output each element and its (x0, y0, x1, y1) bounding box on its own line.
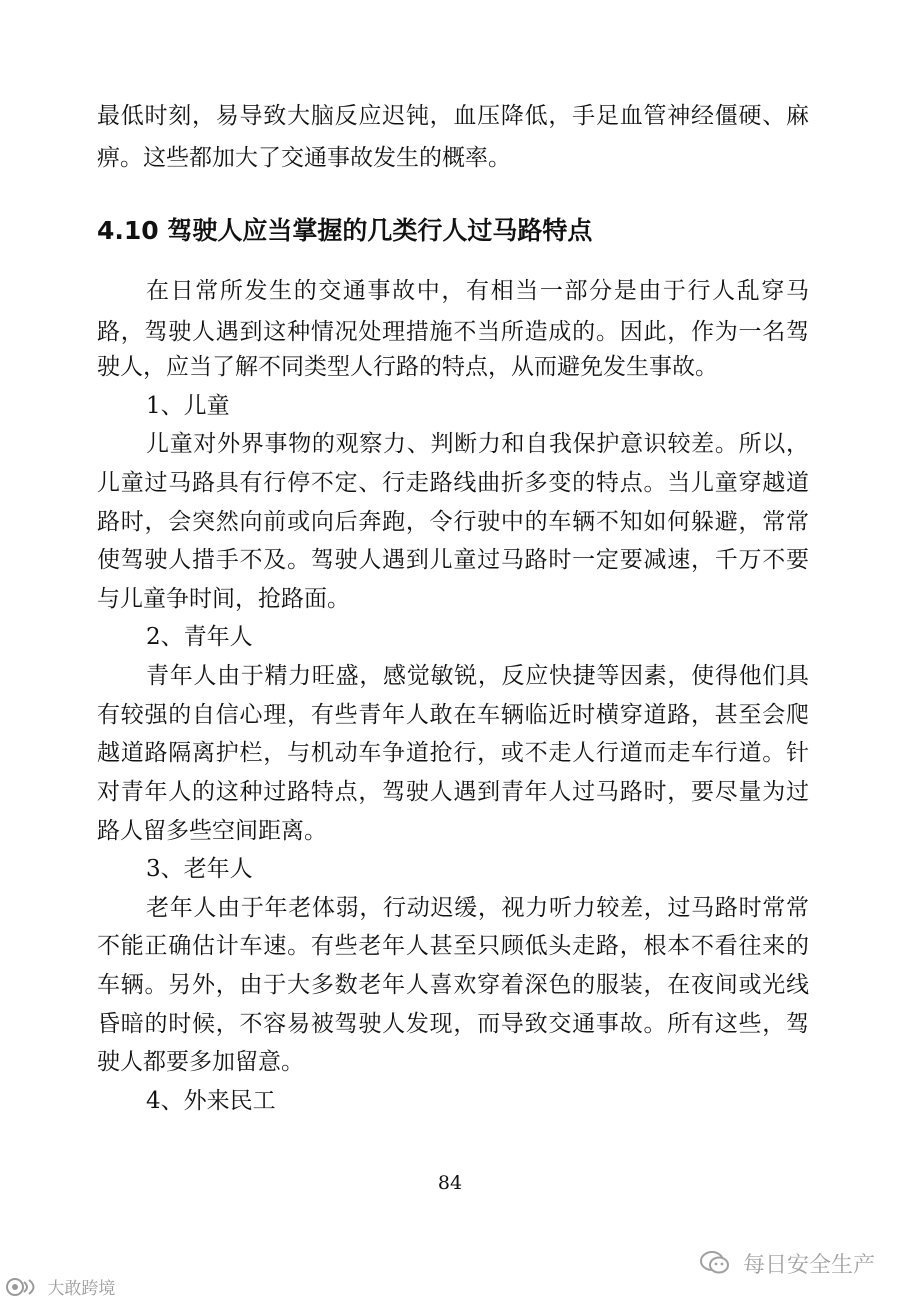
paragraph-line: 最低时刻，易导致大脑反应迟钝，血压降低，手足血管神经僵硬、麻 (97, 103, 809, 129)
paragraph-line: 对青年人的这种过路特点，驾驶人遇到青年人过马路时，要尽量为过 (97, 779, 809, 805)
watermark-right (700, 1248, 875, 1282)
watermark-left (6, 1274, 115, 1303)
paragraph-line: 路时，会突然向前或向后奔跑，令行驶中的车辆不知如何躲避，常常 (97, 509, 809, 535)
section-heading: 4.10 驾驶人应当掌握的几类行人过马路特点 (97, 216, 593, 245)
paragraph-line: 车辆。另外，由于大多数老年人喜欢穿着深色的服装，在夜间或光线 (97, 972, 809, 998)
paragraph-line: 青年人由于精力旺盛，感觉敏锐，反应快捷等因素，使得他们具 (146, 663, 809, 689)
watermark-right-text: 每日安全生产 (743, 1253, 876, 1278)
paragraph-line: 路人留多些空间距离。 (97, 818, 327, 844)
page-number: 84 (437, 1172, 463, 1194)
brand-logo-icon (6, 1276, 42, 1303)
paragraph-line: 使驾驶人措手不及。驾驶人遇到儿童过马路时一定要减速，千万不要 (97, 547, 809, 573)
paragraph-line: 越道路隔离护栏，与机动车争道抢行，或不走人行道而走车行道。针 (97, 740, 809, 766)
paragraph-line: 驶人都要多加留意。 (97, 1049, 304, 1075)
paragraph-line: 与儿童争时间，抢路面。 (97, 586, 350, 612)
paragraph-line: 儿童过马路具有行停不定、行走路线曲折多变的特点。当儿童穿越道 (97, 470, 809, 496)
list-label: 2、青年人 (146, 624, 253, 650)
paragraph-line: 驶人，应当了解不同类型人行路的特点，从而避免发生事故。 (97, 354, 718, 380)
paragraph-line: 路，驾驶人遇到这种情况处理措施不当所造成的。因此，作为一名驾 (97, 319, 809, 345)
wechat-icon (700, 1250, 730, 1282)
list-label: 1、儿童 (146, 393, 230, 419)
paragraph-line: 老年人由于年老体弱，行动迟缓，视力听力较差，过马路时常常 (146, 895, 809, 921)
paragraph-line: 痹。这些都加大了交通事故发生的概率。 (97, 145, 511, 171)
list-label: 3、老年人 (146, 856, 253, 882)
paragraph-line: 不能正确估计车速。有些老年人甚至只顾低头走路，根本不看往来的 (97, 933, 809, 959)
paragraph-line: 有较强的自信心理，有些青年人敢在车辆临近时横穿道路，甚至会爬 (97, 702, 809, 728)
watermark-left-text: 大敢跨境 (47, 1279, 116, 1299)
paragraph-line: 在日常所发生的交通事故中，有相当一部分是由于行人乱穿马 (146, 278, 809, 304)
paragraph-line: 儿童对外界事物的观察力、判断力和自我保护意识较差。所以， (146, 431, 809, 457)
paragraph-line: 昏暗的时候，不容易被驾驶人发现，而导致交通事故。所有这些，驾 (97, 1011, 809, 1037)
list-label: 4、外来民工 (146, 1088, 276, 1114)
